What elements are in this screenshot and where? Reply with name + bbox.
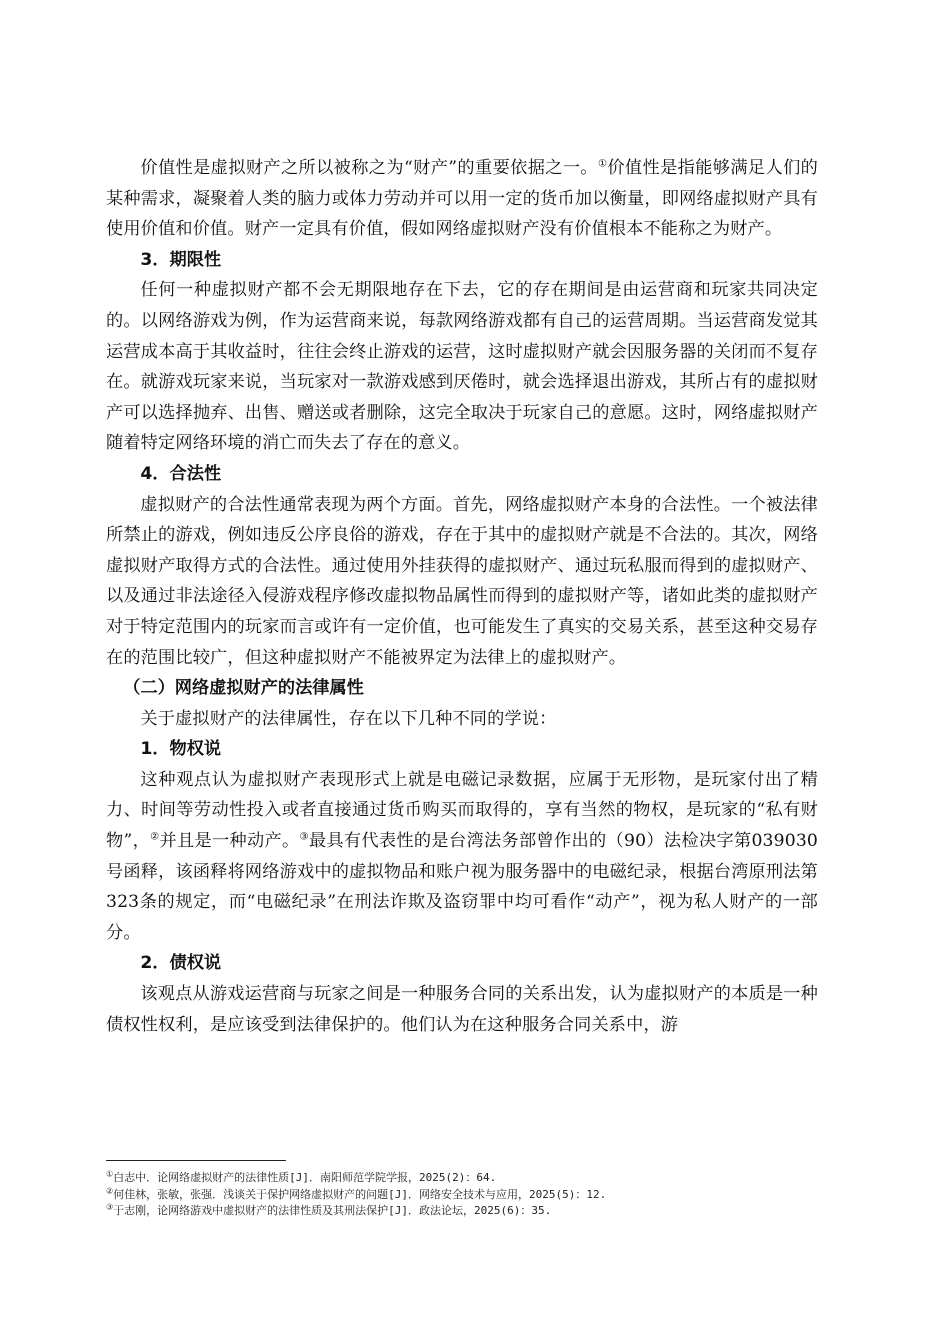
footnote-mark: ② bbox=[106, 1186, 114, 1195]
heading-legality: 4．合法性 bbox=[140, 463, 222, 484]
paragraph-term-limit: 任何一种虚拟财产都不会无期限地存在下去，它的存在期间是由运营商和玩家共同决定的。以网络游戏为例，作为运营商来说，每款网络游戏都有自己的运营周期。当运营商发觉其运营成本高于其收益时，往往会终止游戏的运营，这时虚拟财产就会因服务器的关闭而不复存在。就游戏玩家来说，当玩家对一款游戏感到厌倦时，就会选择退出游戏，其所占有的虚拟财产可以选择抛弃、出售、赠送或者删除，这完全取决于玩家自己的意愿。这时，网络虚拟财产随着特定网络环境的消亡而失去了存在的意义。 bbox=[106, 280, 818, 454]
footnotes bbox=[106, 1170, 826, 1220]
paragraph-intro: 关于虚拟财产的法律属性，存在以下几种不同的学说： bbox=[140, 708, 557, 729]
paragraph-text: 价值性是虚拟财产之所以被称之为“财产”的重要依据之一。 bbox=[140, 158, 598, 178]
footnote-divider bbox=[106, 1160, 286, 1161]
heading-property-theory: 1．物权说 bbox=[140, 739, 222, 760]
paragraph-text: 最具有代表性的是台湾法务部曾作出的（90）法检决字第039030号函释，该函释将网络游戏中的虚拟物品和账户视为服务器中的电磁纪录，根据台湾原刑法第323条的规定，而“电磁纪录”在刑法诈欺及盗窃罪中均可看作“动产”，视为私人财产的一部分。 bbox=[106, 831, 818, 943]
footnote-mark: ① bbox=[106, 1170, 114, 1179]
paragraph-text: 价值性是指能够满足人们的某种需求，凝聚着人类的脑力或体力劳动并可以用一定的货币加以衡量，即网络虚拟财产具有使用价值和价值。财产一定具有价值，假如网络虚拟财产没有价值根本不能称之为财产。 bbox=[106, 158, 818, 240]
paragraph-property-theory bbox=[106, 765, 818, 949]
footnote-ref-3[interactable]: ③ bbox=[299, 831, 309, 843]
heading-claim-theory: 2．债权说 bbox=[140, 953, 222, 974]
footnote-ref-2[interactable]: ② bbox=[150, 831, 160, 843]
footnote-2 bbox=[106, 1187, 826, 1204]
footnote-text: 何佳林，张敏，张强．浅谈关于保护网络虚拟财产的问题[J]．网络安全技术与应用，2025(5)：12. bbox=[113, 1187, 607, 1201]
paragraph-legality: 虚拟财产的合法性通常表现为两个方面。首先，网络虚拟财产本身的合法性。一个被法律所禁止的游戏，例如违反公序良俗的游戏，存在于其中的虚拟财产就是不合法的。其次，网络虚拟财产取得方式的合法性。通过使用外挂获得的虚拟财产、通过玩私服而得到的虚拟财产、以及通过非法途径入侵游戏程序修改虚拟物品属性而得到的虚拟财产等，诸如此类的虚拟财产对于特定范围内的玩家而言或许有一定价值，也可能发生了真实的交易关系，甚至这种交易存在的范围比较广，但这种虚拟财产不能被界定为法律上的虚拟财产。 bbox=[106, 494, 818, 668]
section-heading-legal-attributes: （二）网络虚拟财产的法律属性 bbox=[123, 678, 364, 699]
footnote-1 bbox=[106, 1170, 826, 1187]
body-text bbox=[106, 153, 818, 1040]
footnote-text: 于志刚，论网络游戏中虚拟财产的法律性质及其刑法保护[J]．政法论坛，2025(6)：35. bbox=[113, 1204, 552, 1217]
footnote-3 bbox=[106, 1203, 826, 1220]
paragraph-text: 并且是一种动产。 bbox=[159, 831, 300, 852]
footnote-ref-1[interactable]: ① bbox=[598, 158, 608, 170]
paragraph-text: 这种观点认为虚拟财产表现形式上就是电磁记录数据，应属于无形物，是玩家付出了精力、时间等劳动性投入或者直接通过货币购买而取得的，享有当然的物权，是玩家的“私有财物”， bbox=[106, 769, 818, 852]
heading-term-limit: 3．期限性 bbox=[140, 249, 222, 270]
paragraph-claim-theory: 该观点从游戏运营商与玩家之间是一种服务合同的关系出发，认为虚拟财产的本质是一种债权性权利，是应该受到法律保护的。他们认为在这种服务合同关系中，游 bbox=[106, 984, 818, 1035]
paragraph-value bbox=[106, 153, 818, 245]
footnote-mark: ③ bbox=[106, 1203, 114, 1212]
footnote-text: 白志中．论网络虚拟财产的法律性质[J]．南阳师范学院学报，2025(2)：64. bbox=[113, 1171, 497, 1184]
